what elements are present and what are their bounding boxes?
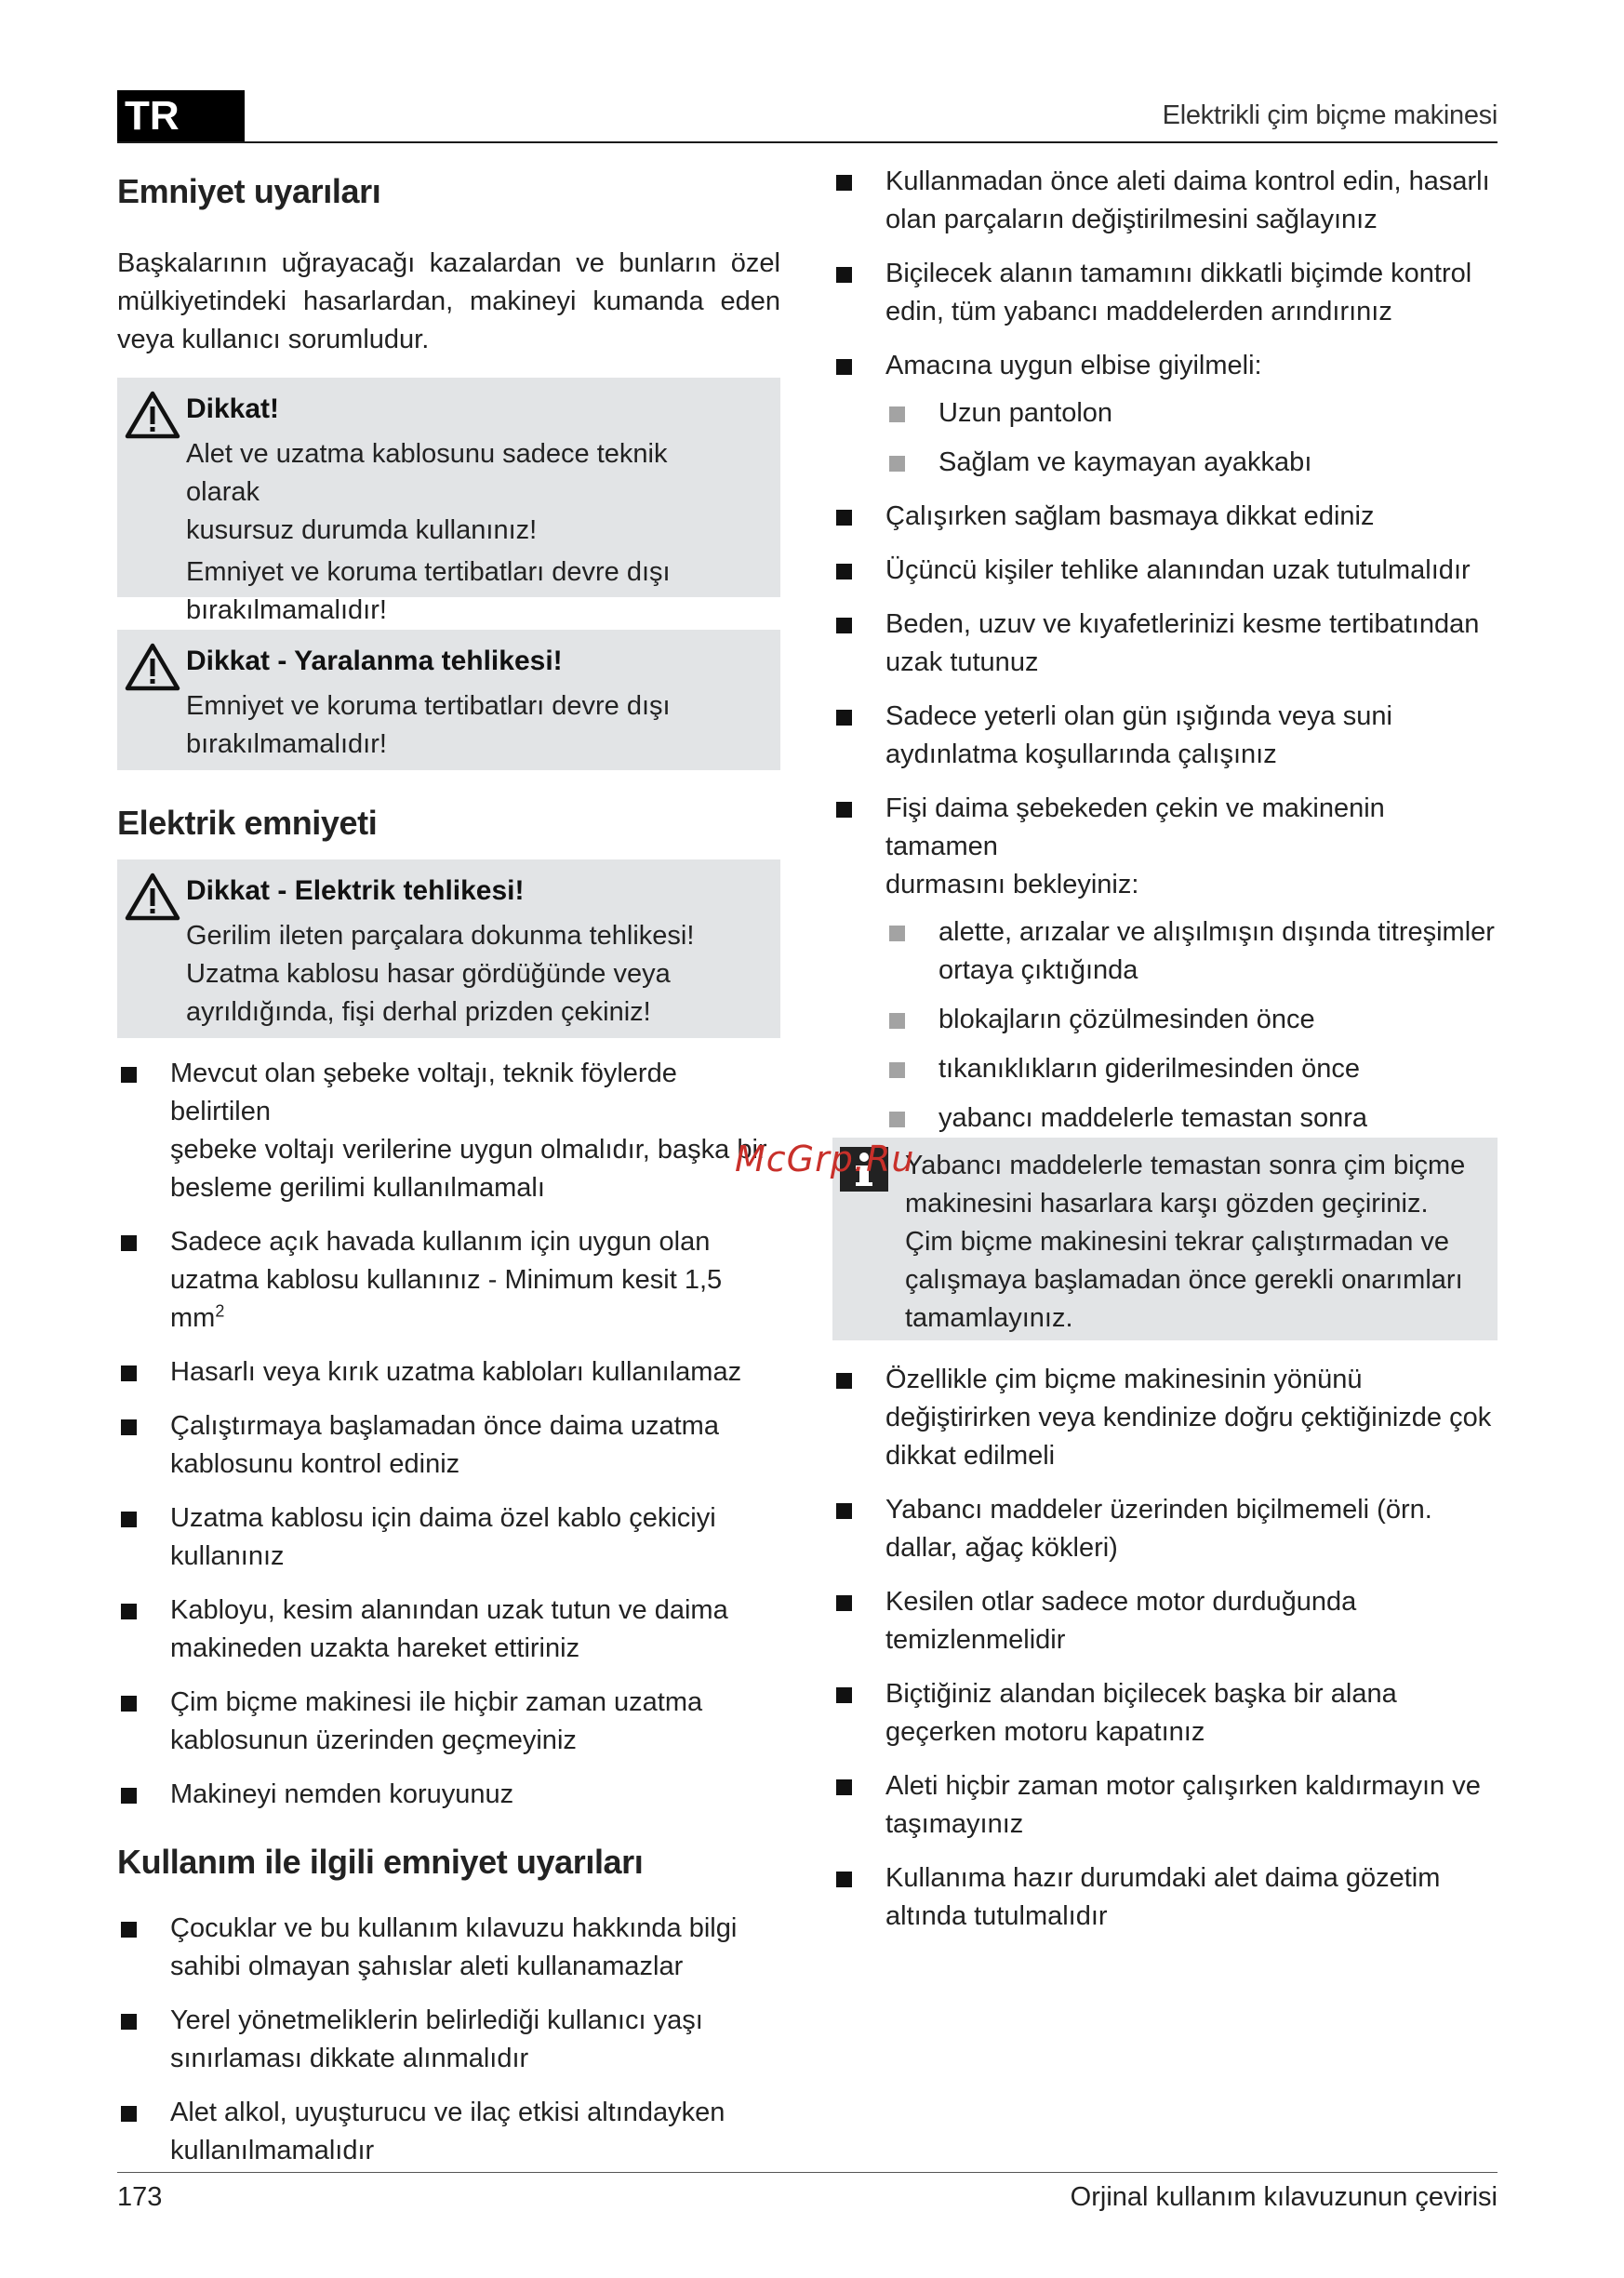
warning-title: Dikkat - Elektrik tehlikesi!: [186, 875, 525, 906]
heading-safety-warnings: Emniyet uyarıları: [117, 172, 381, 210]
right-column: [832, 163, 1498, 1952]
list-item: Uzatma kablosu için daima özel kablo çekiciyi kullanınız: [117, 1499, 780, 1576]
list-item: Fişi daima şebekeden çekin ve makinenin tamamen durmasını bekleyiniz: alette, arızalar ve alışılmışın dışında titreşimler ortaya çıktığında blokajların çözülmesinden önce tıkanıklıkların giderilmesinden önce yabancı maddelerle temastan sonra: [832, 790, 1498, 1138]
sublist-item: Sağlam ve kaymayan ayakkabı: [885, 444, 1498, 482]
warning-triangle-icon: [125, 873, 180, 921]
unplug-cases-sublist: [885, 913, 1498, 1138]
footer-rule: [117, 2172, 1498, 2173]
info-box: Yabancı maddelerle temastan sonra çim biçme makinesini hasarlara karşı gözden geçiriniz. Çim biçme makinesini tekrar çalıştırmadan ve çalışmaya başlamadan önce gerekli onarımları tamamlayınız.: [832, 1138, 1498, 1340]
right-list-b: [832, 498, 1498, 1138]
electrical-safety-list: [117, 1055, 780, 1814]
right-list-c: [832, 1361, 1498, 1936]
list-item: Beden, uzuv ve kıyafetlerinizi kesme tertibatından uzak tutunuz: [832, 606, 1498, 682]
clothing-sublist: [885, 394, 1498, 482]
list-item: Çocuklar ve bu kullanım kılavuzu hakkında bilgi sahibi olmayan şahıslar aleti kullanamazlar: [117, 1910, 780, 1986]
list-item: Kullanıma hazır durumdaki alet daima gözetim altında tutulmalıdır: [832, 1859, 1498, 1936]
list-item: Yabancı maddeler üzerinden biçilmemeli (örn. dallar, ağaç kökleri): [832, 1491, 1498, 1567]
page-number: 173: [117, 2182, 163, 2212]
list-item: Kullanmadan önce aleti daima kontrol edin, hasarlı olan parçaların değiştirilmesini sağlayınız: [832, 163, 1498, 239]
list-item: Yerel yönetmeliklerin belirlediği kullanıcı yaşı sınırlaması dikkate alınmalıdır: [117, 2002, 780, 2078]
list-item: Alet alkol, uyuşturucu ve ilaç etkisi altındayken kullanılmamalıdır: [117, 2094, 780, 2170]
header-rule: [117, 141, 1498, 143]
warning-title: Dikkat - Yaralanma tehlikesi!: [186, 646, 563, 676]
sublist-item: Uzun pantolon: [885, 394, 1498, 433]
list-item: Üçüncü kişiler tehlike alanından uzak tutulmalıdır: [832, 552, 1498, 590]
footer-text: Orjinal kullanım kılavuzunun çevirisi: [1070, 2182, 1498, 2212]
sublist-item: yabancı maddelerle temastan sonra: [885, 1099, 1498, 1138]
heading-electrical-safety: Elektrik emniyeti: [117, 804, 378, 842]
list-item: Çalışırken sağlam basmaya dikkat ediniz: [832, 498, 1498, 536]
left-column: [117, 172, 780, 2186]
superscript: 2: [215, 1301, 225, 1321]
document-title: Elektrikli çim biçme makinesi: [1162, 100, 1498, 130]
warning-title: Dikkat!: [186, 393, 280, 424]
list-item: Özellikle çim biçme makinesinin yönünü değiştirirken veya kendinize doğru çektiğinizde çok dikkat edilmeli: [832, 1361, 1498, 1475]
warning-box-caution: Dikkat! Alet ve uzatma kablosunu sadece teknik olarak kusursuz durumda kullanınız! Emniyet ve koruma tertibatları devre dışı bırakılmamalıdır!: [117, 378, 780, 597]
list-item: Hasarlı veya kırık uzatma kabloları kullanılamaz: [117, 1353, 780, 1392]
list-item: Çim biçme makinesi ile hiçbir zaman uzatma kablosunun üzerinden geçmeyiniz: [117, 1684, 780, 1760]
list-item: Aleti hiçbir zaman motor çalışırken kaldırmayın ve taşımayınız: [832, 1767, 1498, 1844]
watermark: McGrp.Ru: [735, 1139, 915, 1179]
list-item: Çalıştırmaya başlamadan önce daima uzatma kablosunu kontrol ediniz: [117, 1407, 780, 1484]
list-item: Amacına uygun elbise giyilmeli: Uzun pantolon Sağlam ve kaymayan ayakkabı: [832, 347, 1498, 482]
sublist-item: blokajların çözülmesinden önce: [885, 1001, 1498, 1039]
usage-safety-list: [117, 1910, 780, 2170]
warning-box-injury: Dikkat - Yaralanma tehlikesi! Emniyet ve koruma tertibatları devre dışı bırakılmamalıdır!: [117, 630, 780, 770]
sublist-item: tıkanıklıkların giderilmesinden önce: [885, 1050, 1498, 1088]
warning-triangle-icon: [125, 643, 180, 691]
list-item: Mevcut olan şebeke voltajı, teknik föylerde belirtilen şebeke voltajı verilerine uygun olmalıdır, başka bir besleme gerilimi kullanılmamalı: [117, 1055, 780, 1207]
list-item: Kesilen otlar sadece motor durduğunda temizlenmelidir: [832, 1583, 1498, 1659]
warning-box-electric: Dikkat - Elektrik tehlikesi! Gerilim ileten parçalara dokunma tehlikesi! Uzatma kablosu hasar gördüğünde veya ayrıldığında, fişi derhal prizden çekiniz!: [117, 859, 780, 1038]
list-item: Sadece yeterli olan gün ışığında veya suni aydınlatma koşullarında çalışınız: [832, 698, 1498, 774]
list-item: Makineyi nemden koruyunuz: [117, 1776, 780, 1814]
heading-usage-safety: Kullanım ile ilgili emniyet uyarıları: [117, 1843, 644, 1881]
list-item: Kabloyu, kesim alanından uzak tutun ve daima makineden uzakta hareket ettiriniz: [117, 1592, 780, 1668]
intro-paragraph: Başkalarının uğrayacağı kazalardan ve bunların özel mülkiyetindeki hasarlardan, makineyi kumanda eden veya kullanıcı sorumludur.: [117, 248, 780, 354]
list-item: Biçilecek alanın tamamını dikkatli biçimde kontrol edin, tüm yabancı maddelerden arındırınız: [832, 255, 1498, 331]
language-tab: TR: [117, 90, 245, 142]
list-item: Sadece açık havada kullanım için uygun olan uzatma kablosu kullanınız - Minimum kesit 1,5 $mm^2$: [117, 1223, 780, 1338]
warning-triangle-icon: [125, 391, 180, 439]
sublist-item: alette, arızalar ve alışılmışın dışında titreşimler ortaya çıktığında: [885, 913, 1498, 990]
right-list-a: [832, 163, 1498, 482]
list-item: Biçtiğiniz alandan biçilecek başka bir alana geçerken motoru kapatınız: [832, 1675, 1498, 1752]
